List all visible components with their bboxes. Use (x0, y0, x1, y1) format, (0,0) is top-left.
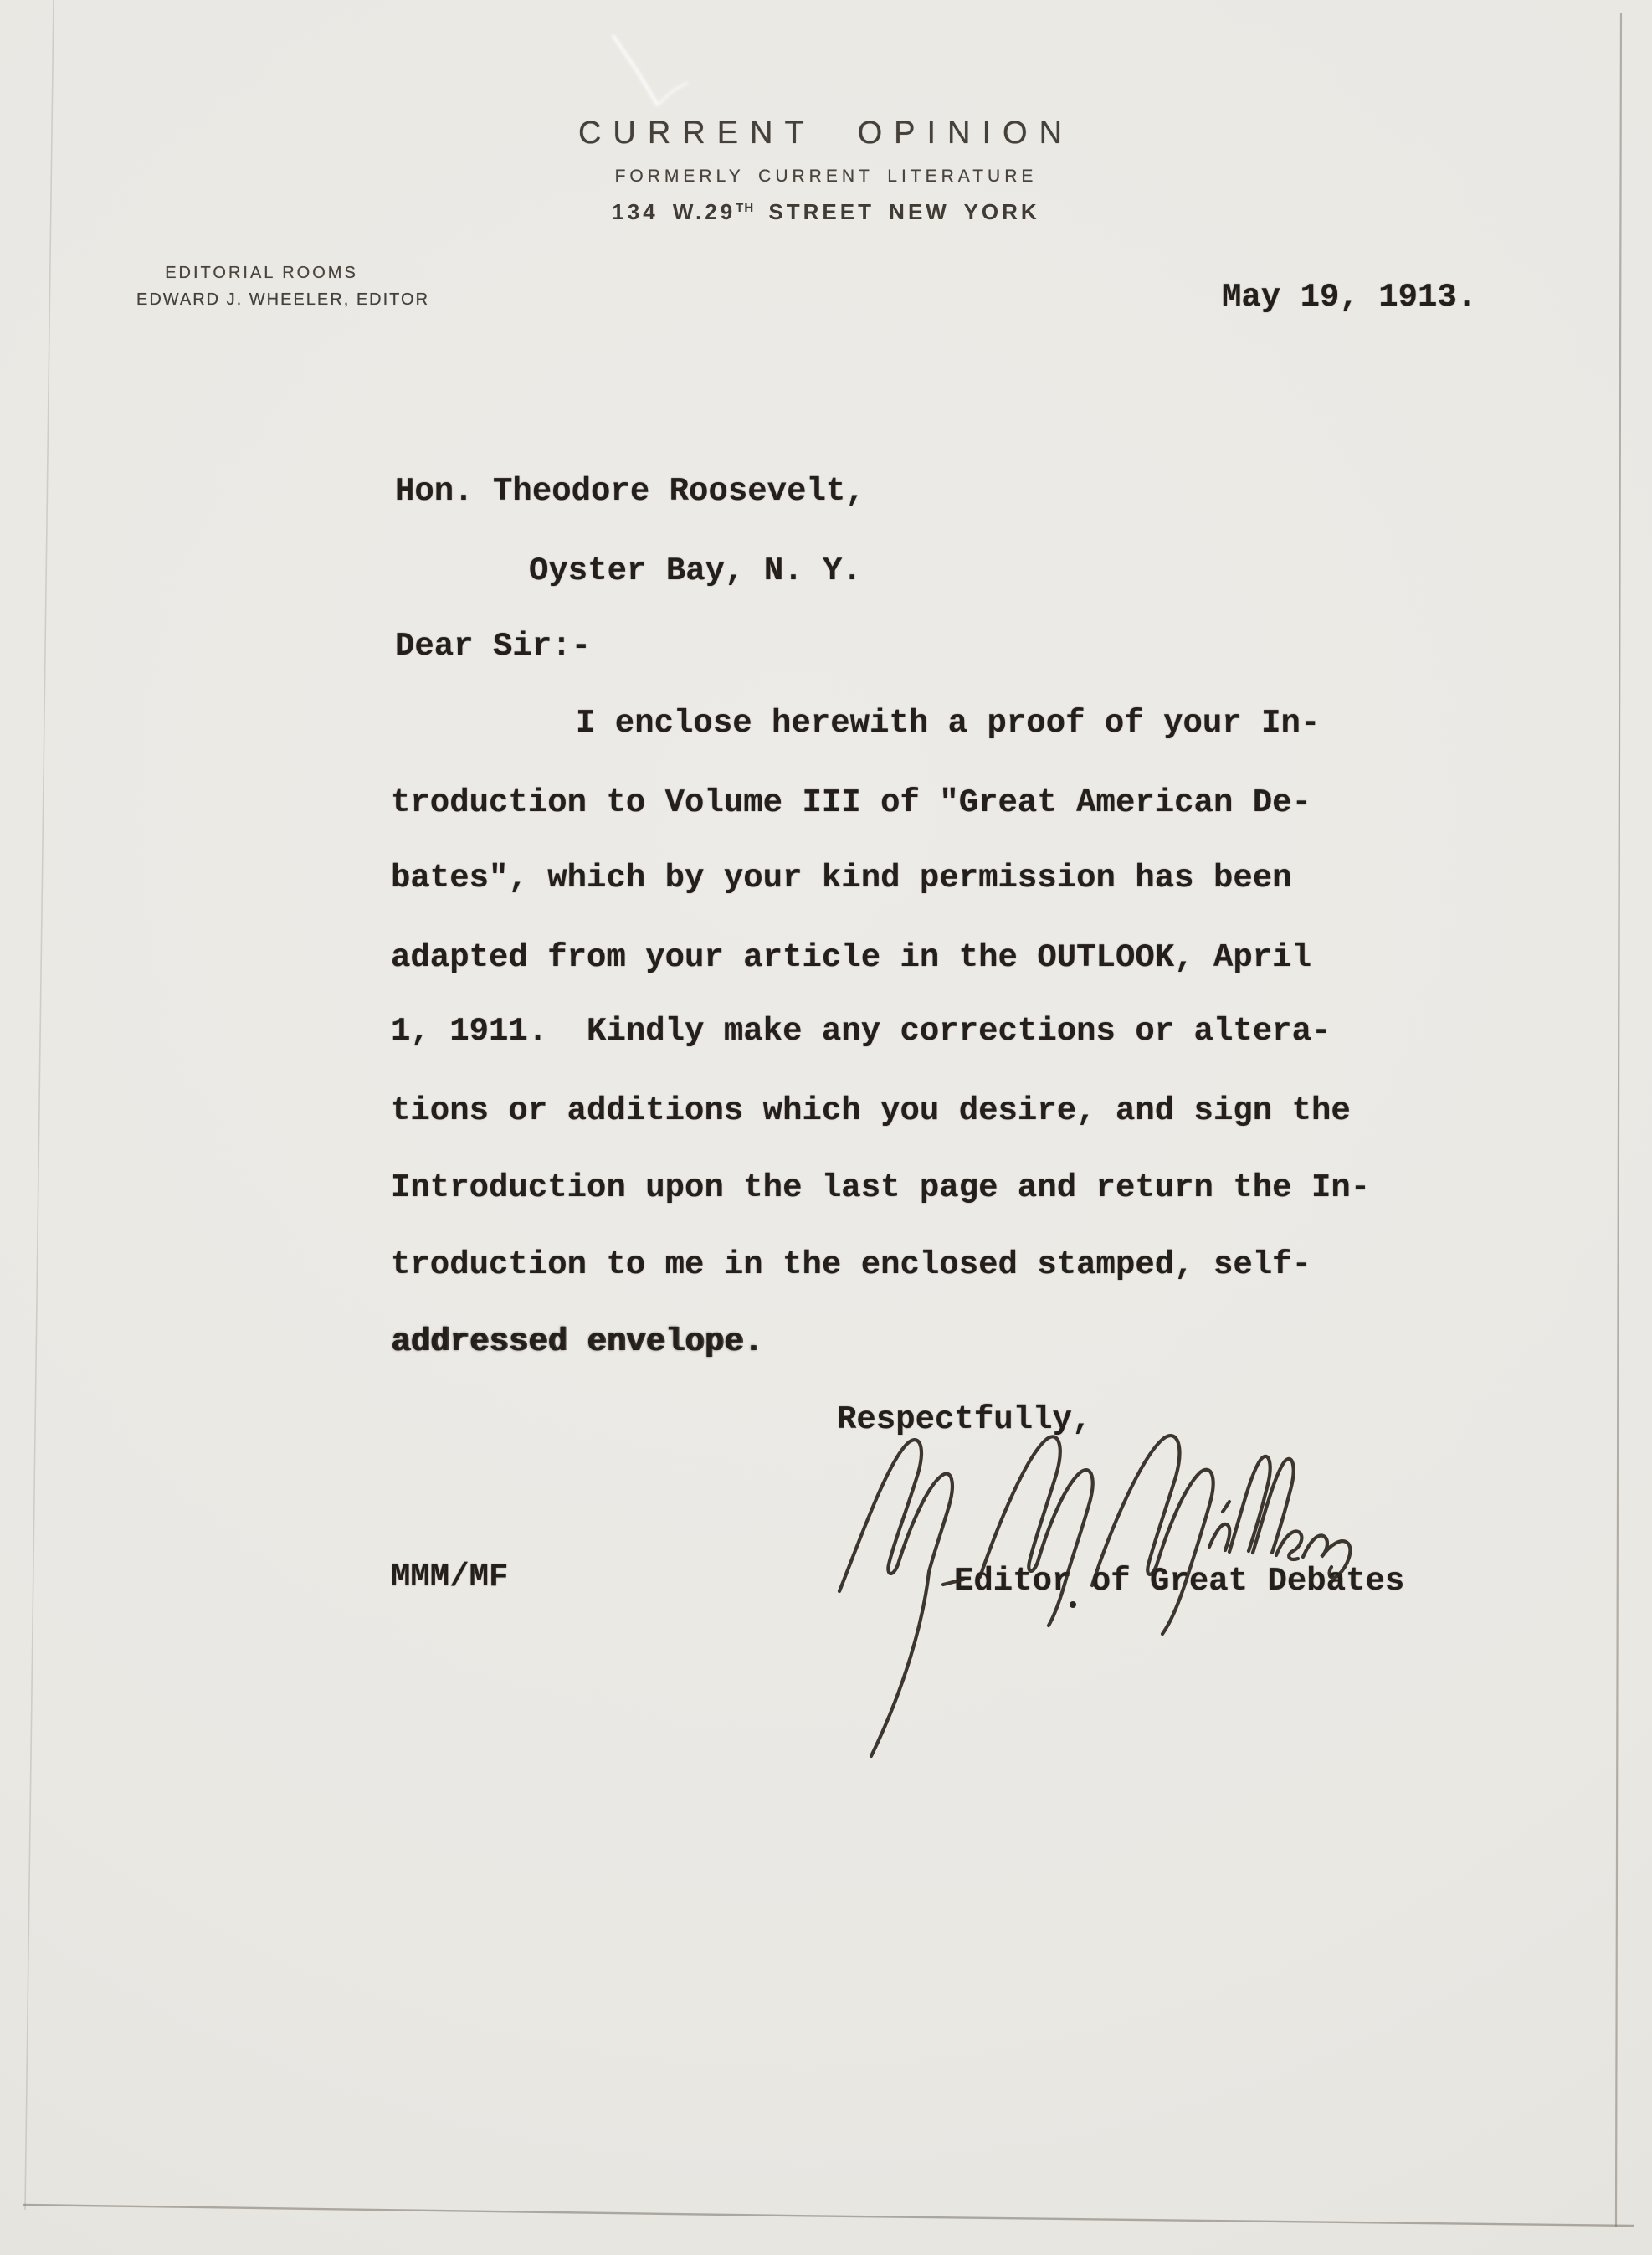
letterhead-subtitle: FORMERLY CURRENT LITERATURE (614, 167, 1038, 186)
recipient-name-line: Hon. Theodore Roosevelt, (395, 473, 865, 510)
signature-dot (1070, 1601, 1076, 1608)
body-line: troduction to Volume III of "Great American De- (391, 784, 1311, 821)
signature-e (1276, 1532, 1301, 1559)
letterhead-title: CURRENT OPINION (577, 116, 1075, 151)
body-line: addressed envelope. (391, 1323, 763, 1360)
body-line: 1, 1911. Kindly make any corrections or altera- (391, 1013, 1331, 1050)
signature-l1 (1229, 1456, 1270, 1552)
body-line: I enclose herewith a proof of your In- (576, 705, 1321, 742)
right-paper-edge (1616, 13, 1621, 2227)
signature-r-flourish (1303, 1535, 1350, 1577)
left-crease-line (25, 0, 54, 2210)
signature-surname-M (1092, 1436, 1213, 1634)
date-line: May 19, 1913. (1222, 279, 1477, 316)
address-street-city: STREET NEW YORK (754, 199, 1040, 224)
signature-script (816, 1411, 1419, 1780)
recipient-city-line: Oyster Bay, N. Y. (529, 552, 862, 589)
bottom-paper-edge (23, 2205, 1634, 2226)
signature-dash (943, 1580, 963, 1585)
letterhead-address (0, 199, 1652, 225)
body-line: tions or additions which you desire, and sign the (391, 1092, 1351, 1129)
top-white-crease (613, 35, 688, 105)
address-number: 134 W.29 (612, 199, 736, 224)
body-line: troduction to me in the enclosed stamped, self- (391, 1246, 1311, 1283)
closing-line: Respectfully, (837, 1401, 1092, 1438)
editor-name-label: EDWARD J. WHEELER, EDITOR (136, 290, 430, 309)
editorial-rooms-label: EDITORIAL ROOMS (165, 264, 358, 282)
signature-i (1209, 1524, 1229, 1550)
salutation-line: Dear Sir:- (395, 628, 592, 665)
signature-initial-2 (980, 1436, 1093, 1626)
body-line: bates", which by your kind permission has been (391, 860, 1292, 896)
body-line: adapted from your article in the OUTLOOK, April (391, 939, 1311, 976)
signature-title-line: Editor of Great Debates (954, 1563, 1405, 1600)
signature-initial-1 (839, 1440, 952, 1756)
address-ordinal-superscript: TH (736, 201, 755, 215)
signature-i-tick (1223, 1502, 1229, 1512)
body-line: Introduction upon the last page and return the In- (391, 1169, 1371, 1206)
typist-initials: MMM/MF (391, 1559, 509, 1595)
